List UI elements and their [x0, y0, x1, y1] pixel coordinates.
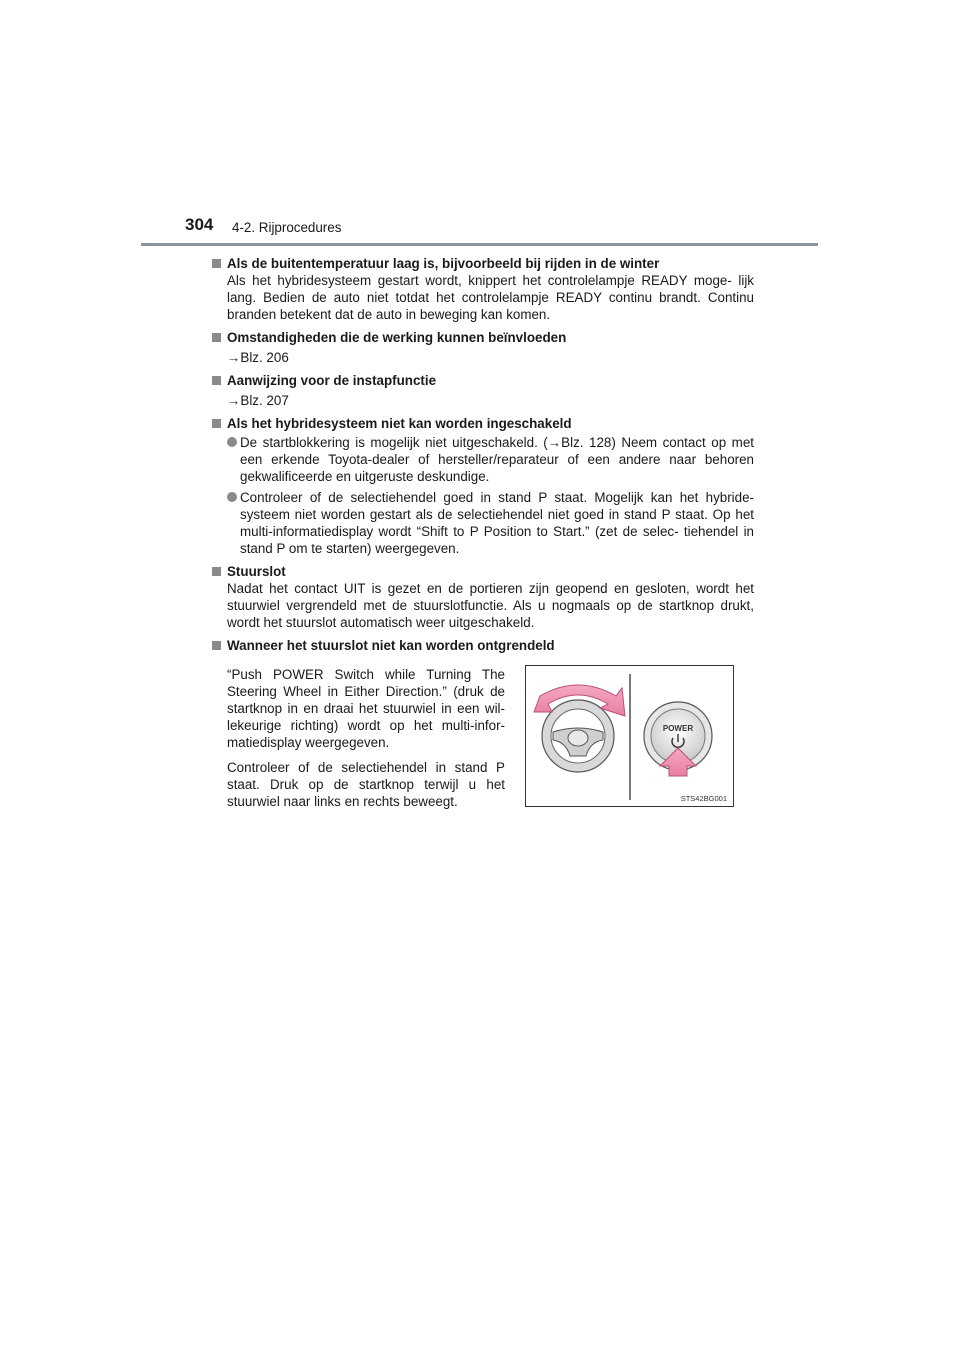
square-bullet-icon	[212, 419, 221, 428]
heading-entry-function: Aanwijzing voor de instapfunctie	[227, 373, 437, 388]
section-cannot-start	[212, 415, 754, 557]
square-bullet-icon	[212, 641, 221, 650]
round-bullet-icon	[227, 492, 237, 502]
section-steering-lock	[212, 563, 754, 631]
steering-power-illustration	[525, 665, 734, 807]
heading-cold-weather: Als de buitentemperatuur laag is, bijvoorbeeld bij rijden in de winter	[227, 256, 660, 271]
paragraph-steering-lock: Nadat het contact UIT is gezet en de portieren zijn geopend en gesloten, wordt het stuurwiel vergrendeld met de stuurslotfunctie. Als u nogmaals op de startknop drukt, wordt het stuurslot automatisch weer uitgeschakeld.	[227, 581, 754, 630]
paragraph-cold-weather: Als het hybridesysteem gestart wordt, knippert het controlelampje READY moge- lijk lang. Bedien de auto niet totdat het controlelampje READY continu brandt. Continu branden betekent dat de auto in beweging kan komen.	[227, 273, 754, 322]
illustration-drawing	[526, 666, 733, 806]
square-bullet-icon	[212, 567, 221, 576]
square-bullet-icon	[212, 259, 221, 268]
list-item: De startblokkering is mogelijk niet uitgeschakeld. (→Blz. 128) Neem contact op met een erkende Toyota-dealer of hersteller/reparateur of een andere naar behoren gekwalificeerde en uitgeruste deskundige.	[227, 434, 754, 485]
square-bullet-icon	[212, 333, 221, 342]
heading-lock-release: Wanneer het stuurslot niet kan worden ontgrendeld	[227, 638, 555, 653]
page-number: 304	[185, 215, 214, 234]
paragraph-lock-message: “Push POWER Switch while Turning The Steering Wheel in Either Direction.” (druk de startknop in en draai het stuurwiel in een wil- lekeurige richting) wordt op het multi-infor- matiedisplay weergegeven.	[227, 667, 505, 750]
section-entry-function	[212, 372, 754, 409]
heading-steering-lock: Stuurslot	[227, 564, 286, 579]
steering-wheel-icon	[542, 700, 614, 772]
section-conditions	[212, 329, 754, 366]
section-title: 4-2. Rijprocedures	[232, 220, 342, 235]
heading-cannot-start: Als het hybridesysteem niet kan worden ingeschakeld	[227, 416, 572, 431]
section-cold-weather	[212, 255, 754, 323]
square-bullet-icon	[212, 376, 221, 385]
header-divider	[141, 243, 818, 246]
list-item: Controleer of de selectiehendel goed in stand P staat. Mogelijk kan het hybride- systeem niet worden gestart als de selectiehendel niet goed in stand P staat. Op het multi-informatiedisplay wordt “Shift to P Position to Start.” (zet de selec- tiehendel in stand P om te starten) weergegeven.	[227, 489, 754, 557]
heading-conditions: Omstandigheden die de werking kunnen beïnvloeden	[227, 330, 567, 345]
paragraph-lock-instruction: Controleer of de selectiehendel in stand P staat. Druk op de startknop terwijl u het stuurwiel naar links en rechts beweegt.	[227, 760, 505, 809]
page-reference[interactable]: →Blz. 207	[227, 393, 289, 408]
figure-code: STS42BG001	[680, 794, 727, 803]
page-reference[interactable]: →Blz. 206	[227, 350, 289, 365]
power-button-label: POWER	[662, 724, 694, 733]
round-bullet-icon	[227, 437, 237, 447]
